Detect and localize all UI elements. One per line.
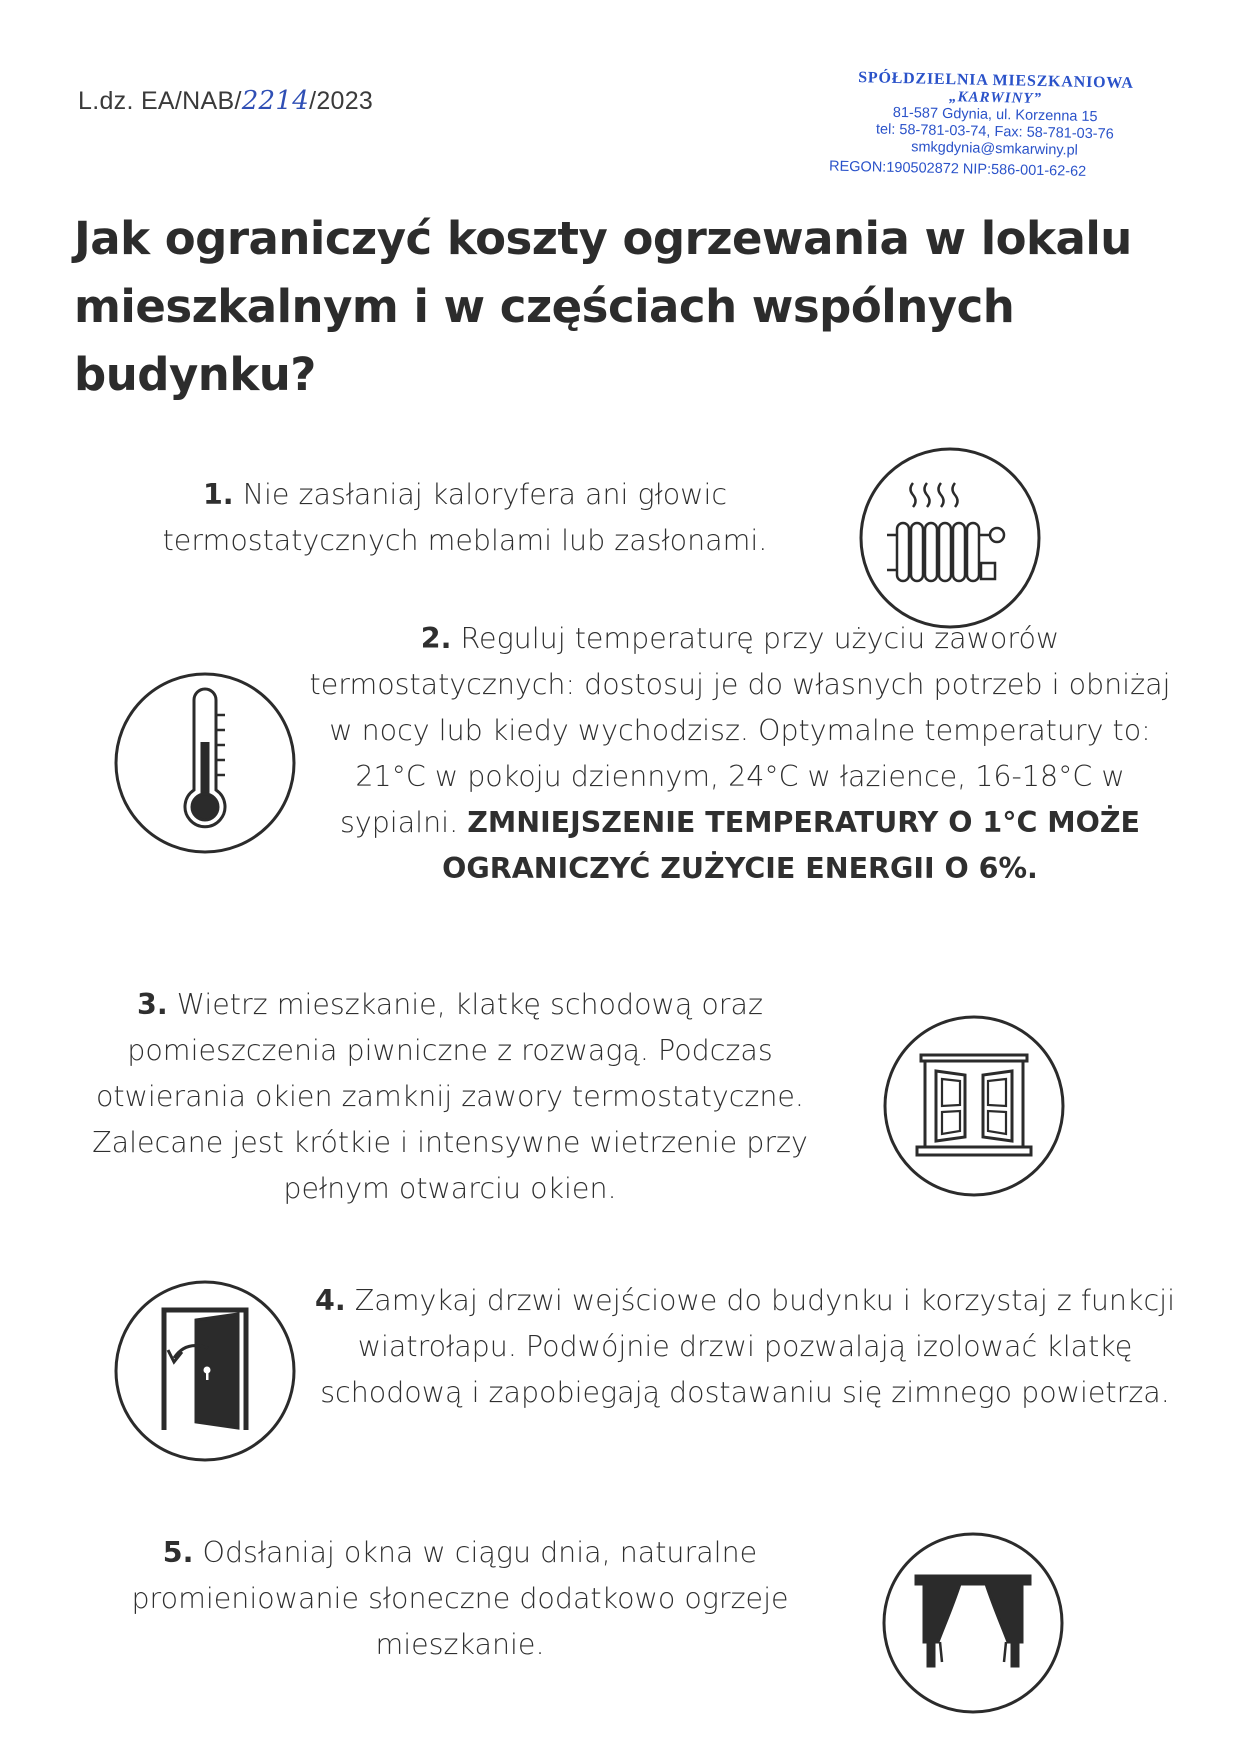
tip-2 <box>300 616 1180 892</box>
tip-2-text: Reguluj temperaturę przy użyciu zaworów termostatycznych: dostosuj je do własnych potrzeb i obniżaj w nocy lub kiedy wychodzisz. Optymalne temperatury to: 21°C w pokoju dziennym, 24°C w łazience, 16-18°C w sypialni. <box>309 622 1171 839</box>
stamp-email: smkgdynia@smkarwiny.pl <box>910 139 1079 159</box>
tip-1 <box>80 472 850 564</box>
stamp-name: „KARWINY” <box>948 89 1043 107</box>
reference-prefix: L.dz. EA/NAB/ <box>78 87 242 115</box>
tip-5-text: Odsłaniaj okna w ciągu dnia, naturalne promieniowanie słoneczne dodatkowo ogrzeje mieszkanie. <box>131 1536 789 1661</box>
stamp-org: SPÓŁDZIELNIA MIESZKANIOWA <box>857 69 1134 92</box>
reference-suffix: /2023 <box>309 87 374 115</box>
tip-1-text: Nie zasłaniaj kaloryfera ani głowic termostatycznych meblami lub zasłonami. <box>162 478 768 557</box>
thermometer-icon <box>112 670 298 856</box>
tip-3-number: 3. <box>137 988 168 1021</box>
tip-4-number: 4. <box>315 1284 346 1317</box>
tip-5 <box>70 1530 850 1668</box>
door-icon <box>112 1278 298 1464</box>
curtain-icon <box>880 1530 1066 1716</box>
cooperative-stamp <box>829 69 1161 183</box>
tip-3 <box>50 982 850 1212</box>
tip-4 <box>305 1278 1185 1416</box>
tip-2-number: 2. <box>420 622 452 655</box>
tip-1-number: 1. <box>202 478 234 511</box>
stamp-address: 81-587 Gdynia, ul. Korzenna 15 <box>892 104 1098 126</box>
tip-2-emphasis: ZMNIEJSZENIE TEMPERATURY O 1°C MOŻE OGRANICZYĆ ZUŻYCIE ENERGII O 6%. <box>442 806 1141 885</box>
radiator-icon <box>857 445 1043 631</box>
reference-number <box>78 86 373 116</box>
stamp-phones: tel: 58-781-03-74, Fax: 58-781-03-76 <box>875 121 1114 143</box>
reference-handwritten-number: 2214 <box>241 86 310 116</box>
window-icon <box>881 1013 1067 1199</box>
tip-4-text: Zamykaj drzwi wejściowe do budynku i korzystaj z funkcji wiatrołapu. Podwójnie drzwi pozwalają izolować klatkę schodową i zapobiegają dostawaniu się zimnego powietrza. <box>320 1284 1175 1409</box>
tip-3-text: Wietrz mieszkanie, klatkę schodową oraz pomieszczenia piwniczne z rozwagą. Podczas otwierania okien zamknij zawory termostatyczne. Zalecane jest krótkie i intensywne wietrzenie przy pełnym otwarciu okien. <box>92 988 808 1205</box>
stamp-ids: REGON:190502872 NIP:586-001-62-62 <box>828 158 1087 180</box>
page-title: Jak ograniczyć koszty ogrzewania w lokalu mieszkalnym i w częściach wspólnych budynku? <box>74 212 1132 401</box>
tip-5-number: 5. <box>162 1536 194 1569</box>
